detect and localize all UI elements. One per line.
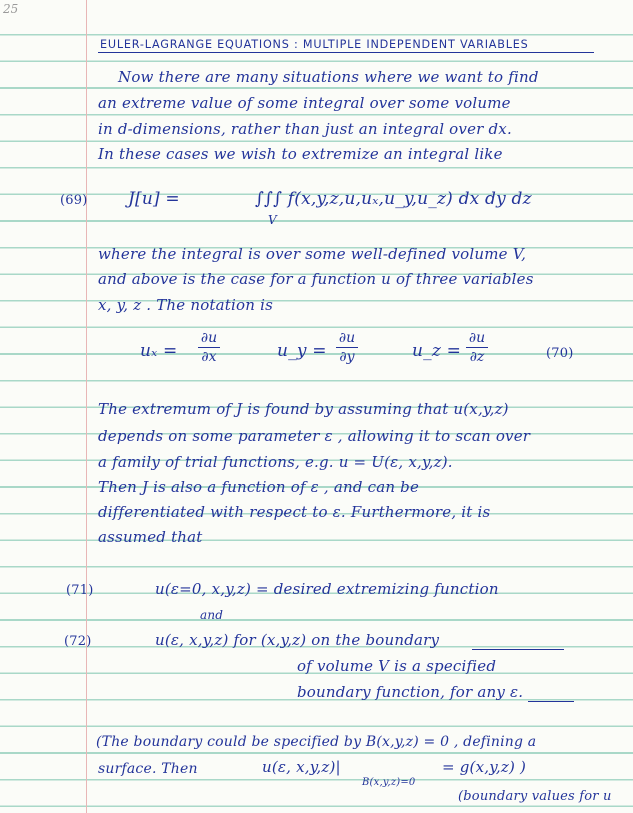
margin-line bbox=[86, 0, 87, 813]
text-line-1: Now there are many situations where we want to find bbox=[118, 68, 539, 86]
text-line-7: x, y, z . The notation is bbox=[98, 296, 273, 314]
equation-71-label: (71) bbox=[66, 583, 94, 598]
boundary-restriction-subscript: B(x,y,z)=0 bbox=[362, 777, 416, 788]
text-line-4: In these cases we wish to extremize an integral like bbox=[98, 145, 503, 163]
text-line-14: (The boundary could be specified by B(x,y,z) = 0 , defining a bbox=[96, 734, 537, 750]
fraction-bar bbox=[336, 347, 358, 348]
text-line-2: an extreme value of some integral over some volume bbox=[98, 94, 511, 112]
fraction-bar bbox=[198, 347, 220, 348]
ux-fraction bbox=[198, 330, 220, 365]
uz-numerator: ∂u bbox=[468, 330, 486, 346]
page-number: 25 bbox=[3, 2, 19, 16]
connector-and: and bbox=[200, 608, 224, 622]
page-title: EULER-LAGRANGE EQUATIONS : MULTIPLE INDEPENDENT VARIABLES bbox=[100, 38, 529, 51]
uz-fraction bbox=[466, 330, 488, 365]
uz-denominator: ∂z bbox=[469, 349, 485, 365]
ux-symbol: uₓ = bbox=[140, 341, 178, 361]
equation-72-line-3: boundary function, for any ε. bbox=[297, 683, 524, 701]
boundary-values-note: (boundary values for u bbox=[458, 789, 612, 804]
ux-numerator: ∂u bbox=[200, 330, 218, 346]
equation-69-integral: ∫∫∫ f(x,y,z,u,uₓ,u_y,u_z) dx dy dz bbox=[255, 189, 532, 209]
boundary-values-g: = g(x,y,z) ) bbox=[442, 758, 527, 776]
text-line-15-start: surface. Then bbox=[98, 761, 198, 777]
any-epsilon-underline bbox=[528, 701, 574, 702]
text-line-10: a family of trial functions, e.g. u = U(ε, x,y,z). bbox=[98, 453, 453, 471]
uy-numerator: ∂u bbox=[338, 330, 356, 346]
text-line-8: The extremum of J is found by assuming that u(x,y,z) bbox=[98, 400, 509, 418]
text-line-13: assumed that bbox=[98, 528, 203, 546]
text-line-6: and above is the case for a function u of three variables bbox=[98, 270, 534, 288]
title-underline bbox=[98, 52, 594, 53]
boundary-restriction-expression: u(ε, x,y,z)| bbox=[262, 758, 341, 776]
fraction-bar bbox=[466, 347, 488, 348]
equation-69-lhs: J[u] = bbox=[128, 189, 180, 209]
text-line-3: in d-dimensions, rather than just an integral over dx. bbox=[98, 120, 512, 138]
equation-72-line-1: u(ε, x,y,z) for (x,y,z) on the boundary bbox=[155, 631, 440, 649]
equation-69-label: (69) bbox=[60, 193, 88, 208]
uy-symbol: u_y = bbox=[277, 341, 327, 361]
equation-72-label: (72) bbox=[64, 634, 92, 649]
text-line-11: Then J is also a function of ε , and can be bbox=[98, 478, 420, 496]
uy-denominator: ∂y bbox=[339, 349, 355, 365]
text-line-12: differentiated with respect to ε. Furthermore, it is bbox=[98, 503, 491, 521]
text-line-9: depends on some parameter ε , allowing it to scan over bbox=[98, 427, 531, 445]
boundary-underline bbox=[472, 649, 564, 650]
text-line-5: where the integral is over some well-defined volume V, bbox=[98, 245, 527, 263]
equation-70-label: (70) bbox=[546, 346, 574, 361]
equation-72-line-2: of volume V is a specified bbox=[297, 657, 497, 675]
uz-symbol: u_z = bbox=[412, 341, 462, 361]
uy-fraction bbox=[336, 330, 358, 365]
equation-69-volume-subscript: V bbox=[268, 213, 277, 227]
equation-71: u(ε=0, x,y,z) = desired extremizing function bbox=[155, 580, 499, 598]
ux-denominator: ∂x bbox=[201, 349, 217, 365]
